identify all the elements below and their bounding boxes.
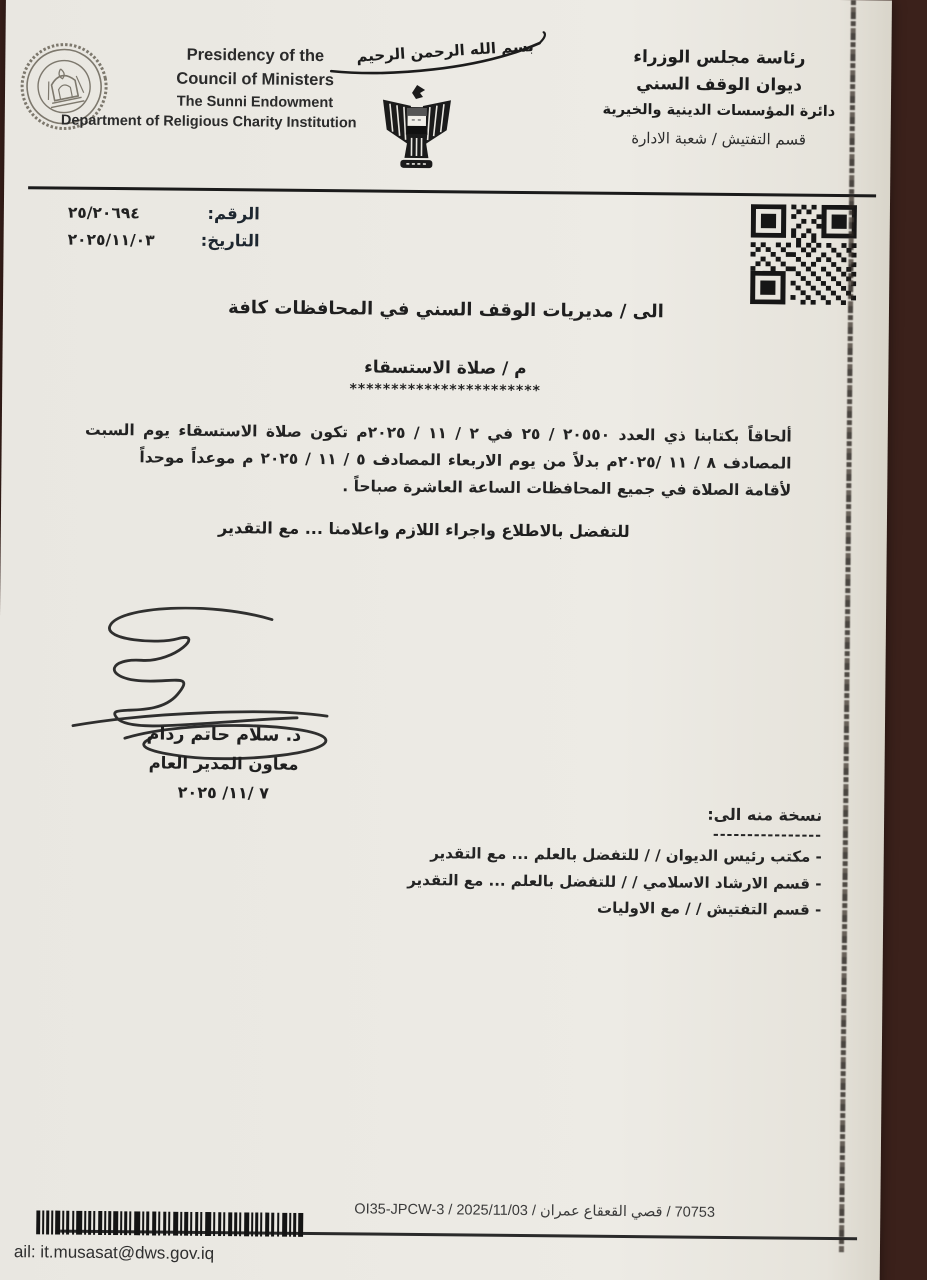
bismillah-calligraphy bbox=[327, 29, 559, 83]
org-name-arabic bbox=[560, 43, 877, 155]
body-line-3: لأقامة الصلاة في جميع المحافظات الساعة العاشرة صباحاً . bbox=[342, 477, 792, 500]
copy-to-item-1: - مكتب رئيس الديوان / / للتفضل بالعلم ... مع التقدير bbox=[430, 844, 822, 866]
org-en-line1: Presidency of the bbox=[186, 45, 325, 66]
org-ar-line2: ديوان الوقف السني bbox=[636, 74, 803, 96]
copy-to-item-3: - قسم التفتيش / / مع الاوليات bbox=[597, 898, 822, 919]
number-value: ٢٥/٢٠٦٩٤ bbox=[67, 203, 140, 223]
scan-edge-artifact bbox=[839, 0, 856, 1252]
org-en-line2: Council of Ministers bbox=[176, 69, 335, 89]
signatory-title: معاون المدير العام bbox=[148, 753, 299, 774]
copy-to-block bbox=[387, 800, 822, 924]
copy-to-divider: ---------------- bbox=[712, 826, 823, 844]
footer-email: ail: it.musasat@dws.gov.iq bbox=[13, 1242, 215, 1264]
bismillah-text: بسم الله الرحمن الرحيم bbox=[355, 36, 535, 66]
reference-block bbox=[67, 203, 260, 259]
org-en-line3: The Sunni Endowment bbox=[176, 93, 334, 112]
org-en-department: Department of Religious Charity Institution bbox=[60, 112, 357, 132]
closing-line: للتفضل بالاطلاع واجراء اللازم واعلامنا ... مع التقدير bbox=[217, 518, 630, 542]
letter-body bbox=[71, 417, 792, 505]
copy-to-item-2: - قسم الارشاد الاسلامي / / للتفضل بالعلم ... مع التقدير bbox=[407, 870, 822, 893]
barcode bbox=[36, 1210, 306, 1237]
body-line-1: ألحاقاً بكتابنا ذي العدد ٢٠٥٥٠ / ٢٥ في ٢ / ١١ / ٢٠٢٥م تكون صلاة الاستسقاء يوم السبت bbox=[84, 420, 792, 446]
org-ar-line4: قسم التفتيش / شعبة الادارة bbox=[631, 129, 807, 149]
org-ar-line1: رئاسة مجلس الوزراء bbox=[633, 47, 806, 69]
signatory-name: د. سلام حاتم ردام bbox=[146, 724, 302, 746]
number-label: الرقم: bbox=[207, 203, 260, 224]
copy-to-heading: نسخة منه الى: bbox=[707, 804, 823, 825]
addressee-line: الى / مديريات الوقف السني في المحافظات كافة bbox=[228, 297, 664, 323]
date-value: ٢٠٢٥/١١/٠٣ bbox=[67, 230, 155, 250]
subject-separator: *********************** bbox=[349, 381, 541, 400]
date-label: التاريخ: bbox=[200, 230, 260, 251]
header-divider bbox=[28, 186, 876, 197]
reference-number-row bbox=[68, 203, 260, 232]
org-ar-line3: دائرة المؤسسات الدينية والخيرية bbox=[602, 101, 836, 120]
qr-code bbox=[750, 204, 857, 305]
footer-reference-line: 70753 / قصي القعقاع عمران / 2025/11/03 / OI35-JPCW-3 bbox=[354, 1201, 716, 1221]
body-line-2: المصادف ٨ / ١١ /٢٠٢٥م بدلاً من يوم الاربعاء المصادف ٥ / ١١ / ٢٠٢٥ م موعداً موحداً bbox=[139, 448, 792, 473]
subject-line: م / صلاة الاستسقاء bbox=[364, 357, 527, 380]
signature-date: ٧ /١١/ ٢٠٢٥ bbox=[177, 782, 270, 803]
iraq-eagle-emblem-icon bbox=[380, 84, 453, 173]
reference-date-row bbox=[67, 230, 259, 259]
